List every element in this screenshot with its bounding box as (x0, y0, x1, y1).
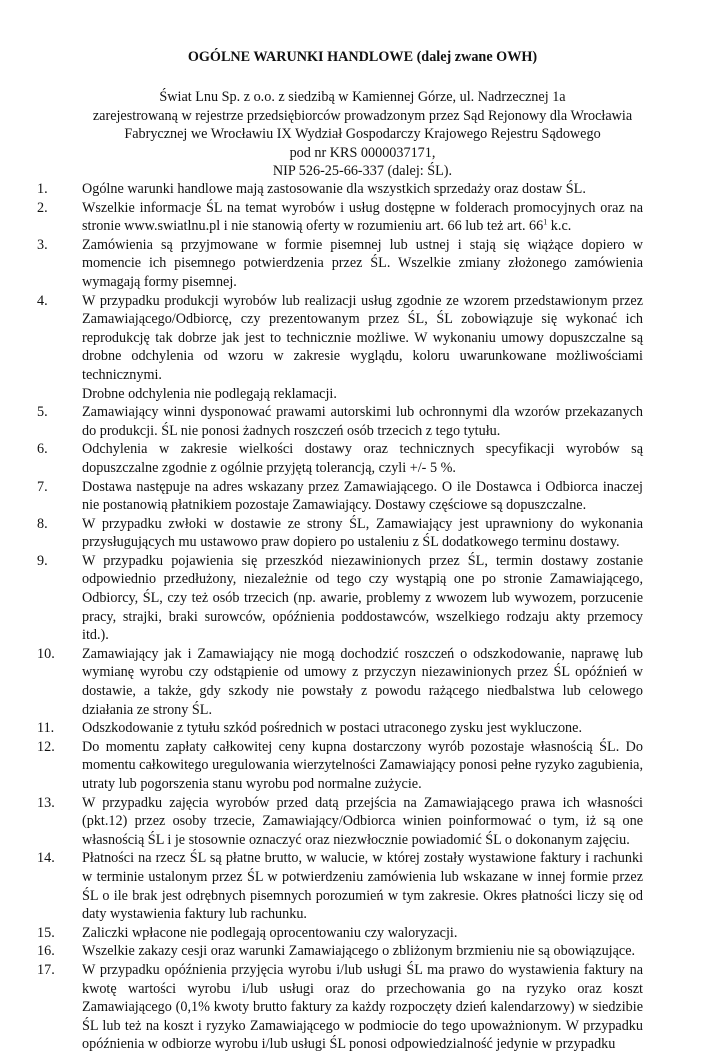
header-line: zarejestrowaną w rejestrze przedsiębiorców prowadzonym przez Sąd Rejonowy dla Wrocławia (92, 107, 633, 124)
header-line: pod nr KRS 0000037171, (289, 144, 436, 161)
list-item (0, 403, 725, 440)
item-text: Wszelkie zakazy cesji oraz warunki Zamawiającego o zbliżonym brzmieniu nie są obowiązujące. (82, 943, 636, 960)
header-line: NIP 526-25-66-337 (dalej: ŚL). (272, 163, 453, 180)
list-item (0, 236, 725, 292)
item-text: Zamawiający jak i Zamawiający nie mogą dochodzić roszczeń o odszkodowanie, naprawę lub wymianę wyrobu czy odstąpienie od umowy z przyczyn niezawinionych przez ŚL opóźnień w dostawie, a także, gdy szkody nie powstały z powodu rażącego niedbalstwa lub celowego działania ze strony ŚL. (82, 645, 643, 718)
item-number: 16. (37, 943, 55, 960)
document-title: OGÓLNE WARUNKI HANDLOWE (dalej zwane OWH) (187, 49, 538, 65)
item-text: Zamawiający winni dysponować prawami autorskimi lub ochronnymi dla wzorów przekazanych do produkcji. ŚL nie ponosi żadnych roszczeń osób trzecich z tego tytułu. (82, 404, 643, 439)
list-item (0, 794, 725, 850)
item-number: 6. (37, 441, 48, 458)
list-item (0, 645, 725, 719)
item-text: Zaliczki wpłacone nie podlegają oprocentowaniu czy waloryzacji. (82, 924, 458, 941)
list-item (0, 961, 725, 1054)
item-text: W przypadku opóźnienia przyjęcia wyrobu i/lub usługi ŚL ma prawo do wystawienia faktury na kwotę wartości wyrobu i/lub usługi oraz do przechowania go na ryzyko oraz koszt Zamawiającego (0,1% kwoty brutto faktury za każdy rozpoczęty dzień kalendarzowy) w siedzibie ŚL lub też na koszt i ryzyko Zamawiającego w podmiocie do tego upoważnionym. W przypadku opóźnienia w odbiorze wyrobu i/lub usługi ŚL ponosi odpowiedzialność jedynie w przypadku (82, 961, 643, 1053)
item-text: Ogólne warunki handlowe mają zastosowanie dla wszystkich sprzedaży oraz dostaw ŚL. (82, 181, 586, 197)
item-number: 4. (37, 292, 48, 309)
list-item (0, 180, 725, 199)
item-text: Dostawa następuje na adres wskazany przez Zamawiającego. O ile Dostawca i Odbiorca inaczej nie postanowią płatnikiem pozostaje Zamawiający. Dostawy częściowe są dopuszczalne. (82, 478, 643, 514)
item-note: Drobne odchylenia nie podlegają reklamacji. (82, 385, 337, 402)
item-text: Do momentu zapłaty całkowitej ceny kupna dostarczony wyrób pozostaje własnością ŚL. Do momentu całkowitego uregulowania wierzytelności Zamawiający ponosi pełne ryzyko zagubienia, utraty lub pogorszenia stanu wyrobu pod normalne zużycie. (82, 738, 643, 792)
item-number: 3. (37, 236, 48, 253)
item-text: W przypadku zajęcia wyrobów przed datą przejścia na Zamawiającego prawa ich własności (pkt.12) przez osoby trzecie, Zamawiający/Odbiorca winien poinformować o tym, iż są one własnością ŚL i je stosownie oznaczyć oraz niezwłocznie powiadomić ŚL o dokonanym zajęciu. (82, 794, 643, 848)
item-text: Odszkodowanie z tytułu szkód pośrednich w postaci utraconego zysku jest wykluczone. (82, 720, 582, 737)
company-header (0, 88, 725, 181)
list-item (0, 849, 725, 923)
item-number: 17. (37, 961, 55, 978)
list-item (0, 199, 725, 236)
item-number: 11. (37, 720, 55, 737)
item-text: W przypadku zwłoki w dostawie ze strony ŚL, Zamawiający jest uprawniony do wykonania przysługujących mu ustawowo praw dopiero po ustaleniu z ŚL dodatkowego terminu dostawy. (82, 515, 643, 551)
item-text-tail: k.c. (547, 218, 572, 235)
item-text: Płatności na rzecz ŚL są płatne brutto, w walucie, w której zostały wystawione faktury i rachunki w terminie ustalonym przez ŚL w potwierdzeniu zamówienia lub wskazane w innej formie przez ŚL o ile brak jest odrębnych pisemnych porozumień w tym zakresie. Okres płatności liczy się od daty wystawienia faktury lub rachunku. (82, 850, 643, 923)
item-text: Odchylenia w zakresie wielkości dostawy oraz technicznych specyfikacji wyrobów są dopuszczalne zgodnie z ogólnie przyjętą tolerancją, czyli +/- 5 %. (82, 441, 643, 476)
item-number: 14. (37, 850, 55, 867)
item-number: 2. (37, 199, 48, 216)
item-number: 7. (37, 478, 48, 495)
item-number: 8. (37, 515, 48, 532)
list-item (0, 738, 725, 794)
list-item (0, 552, 725, 645)
superscript: 1 (543, 217, 548, 227)
header-line: Fabrycznej we Wrocławiu IX Wydział Gospodarczy Krajowego Rejestru Sądowego (124, 126, 601, 143)
list-item (0, 440, 725, 477)
header-line: Świat Lnu Sp. z o.o. z siedzibą w Kamiennej Górze, ul. Nadrzecznej 1a (159, 89, 566, 105)
terms-list (0, 180, 725, 1054)
item-number: 9. (37, 552, 48, 569)
list-item (0, 478, 725, 515)
list-item (0, 719, 725, 738)
item-text: W przypadku pojawienia się przeszkód niezawinionych przez ŚL, termin dostawy zostanie odpowiednio przedłużony, niezależnie od tego czy wystąpią one po stronie Zamawiającego, Odbiorcy, ŚL, czy też osób trzecich (np. awarie, problemy z wwozem lub wywozem, porzucenie pracy, strajki, braki surowców, opóźnienia poddostawców, wszelkiego rodzaju akty przemocy itd.). (82, 552, 643, 644)
item-text: Wszelkie informacje ŚL na temat wyrobów i usług dostępne w folderach promocyjnych oraz na stronie www.swiatlnu.pl i nie stanowią oferty w rozumieniu art. 66 lub też art. 66 (82, 199, 643, 235)
list-item (0, 924, 725, 943)
item-number: 15. (37, 924, 55, 941)
item-number: 10. (37, 645, 55, 662)
item-number: 13. (37, 794, 55, 811)
item-number: 12. (37, 738, 55, 755)
list-item (0, 942, 725, 961)
list-item (0, 515, 725, 552)
item-number: 1. (37, 181, 48, 197)
list-item (0, 292, 725, 404)
item-text: W przypadku produkcji wyrobów lub realizacji usług zgodnie ze wzorem przedstawionym przez Zamawiającego/Odbiorcę, czy prezentowanym przez ŚL, ŚL zobowiązuje się wykonać ich reprodukcję tak dobrze jak jest to technicznie możliwe. W wykonaniu umowy dopuszczalne są drobne odchylenia od wzoru w zakresie wyglądu, koloru uwarunkowane możliwościami technicznymi. (82, 292, 643, 383)
item-text: Zamówienia są przyjmowane w formie pisemnej lub ustnej i stają się wiążące dopiero w momencie ich pisemnego potwierdzenia przez ŚL. Wszelkie zmiany złożonego zamówienia wymagają formy pisemnej. (82, 236, 643, 290)
item-number: 5. (37, 404, 48, 421)
